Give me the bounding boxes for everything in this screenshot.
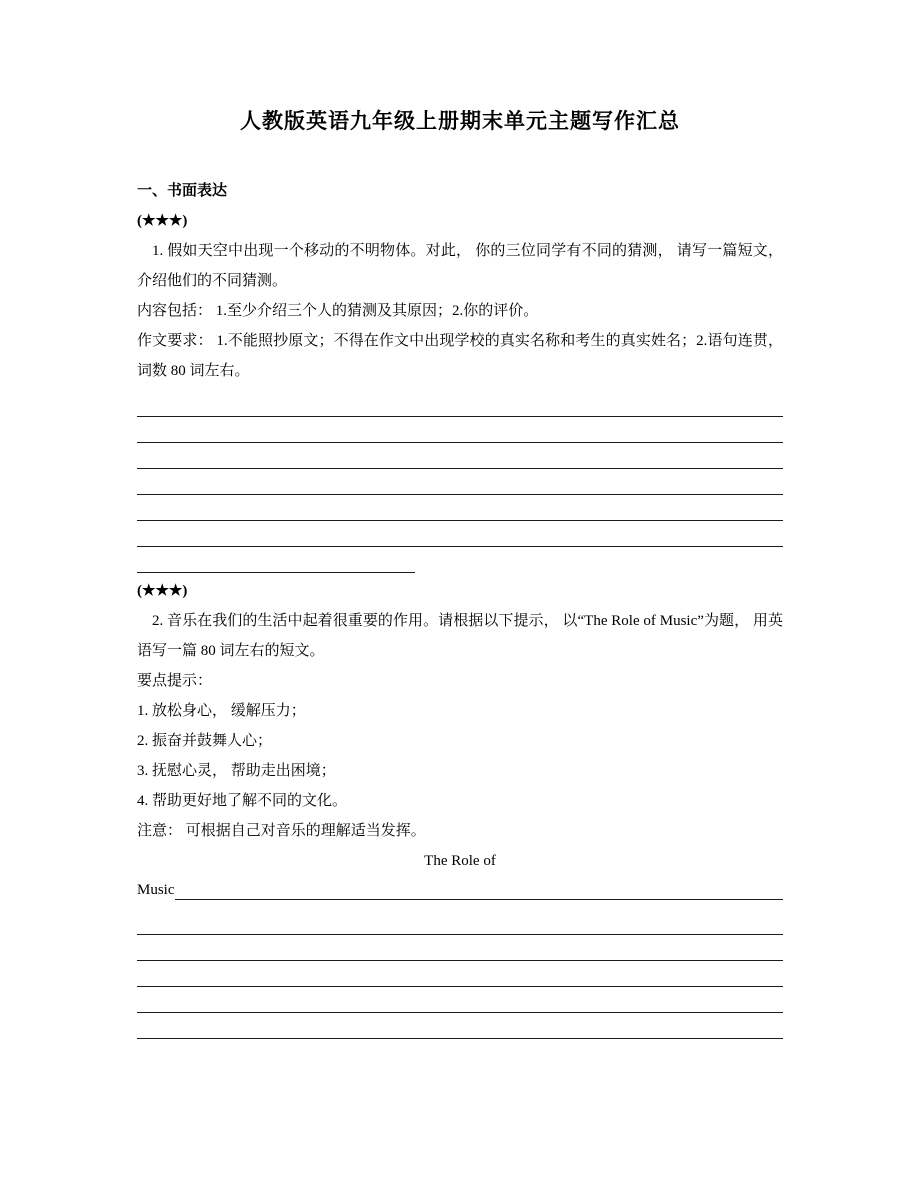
exercise1-content-note: 内容包括： 1.至少介绍三个人的猜测及其原因；2.你的评价。 xyxy=(137,303,539,319)
answer-line xyxy=(137,417,783,443)
essay-title-continuation-line xyxy=(137,876,783,904)
exercise2-note: 注意： 可根据自己对音乐的理解适当发挥。 xyxy=(137,823,426,839)
essay-title: The Role of xyxy=(424,853,496,869)
exercise2-answer-lines xyxy=(137,909,783,1039)
exercise2-hint-4: 4. 帮助更好地了解不同的文化。 xyxy=(137,793,348,809)
exercise1-prompt: 1. 假如天空中出现一个移动的不明物体。对此， 你的三位同学有不同的猜测， 请写一篇短文，介绍他们的不同猜测。 xyxy=(137,243,783,289)
answer-line xyxy=(137,961,783,987)
exercise2-hint-2: 2. 振奋并鼓舞人心； xyxy=(137,733,273,749)
exercise2-stars: (★★★) xyxy=(137,583,188,599)
exercise2-hints-heading: 要点提示： xyxy=(137,673,213,689)
answer-line xyxy=(137,495,783,521)
answer-line xyxy=(137,391,783,417)
answer-line xyxy=(137,987,783,1013)
exercise1-requirements: 作文要求： 1.不能照抄原文；不得在作文中出现学校的真实名称和考生的真实姓名；2.语句连贯，词数 80 词左右。 xyxy=(137,333,783,379)
exercise1-answer-lines xyxy=(137,391,783,573)
answer-line xyxy=(137,935,783,961)
exercise2-prompt: 2. 音乐在我们的生活中起着很重要的作用。请根据以下提示， 以“The Role of Music”为题， 用英语写一篇 80 词左右的短文。 xyxy=(137,613,783,659)
section-heading: 一、书面表达 xyxy=(137,183,228,199)
essay-title-continuation: Music xyxy=(137,882,175,898)
answer-line xyxy=(137,909,783,935)
answer-line xyxy=(175,899,784,900)
answer-line xyxy=(137,443,783,469)
document-title: 人教版英语九年级上册期末单元主题写作汇总 xyxy=(240,109,680,133)
answer-line-short xyxy=(137,547,415,573)
exercise2-hint-3: 3. 抚慰心灵， 帮助走出困境； xyxy=(137,763,336,779)
exercise1-stars: (★★★) xyxy=(137,213,188,229)
answer-line xyxy=(137,521,783,547)
exercise2-hint-1: 1. 放松身心， 缓解压力； xyxy=(137,703,306,719)
answer-line xyxy=(137,1013,783,1039)
answer-line xyxy=(137,469,783,495)
